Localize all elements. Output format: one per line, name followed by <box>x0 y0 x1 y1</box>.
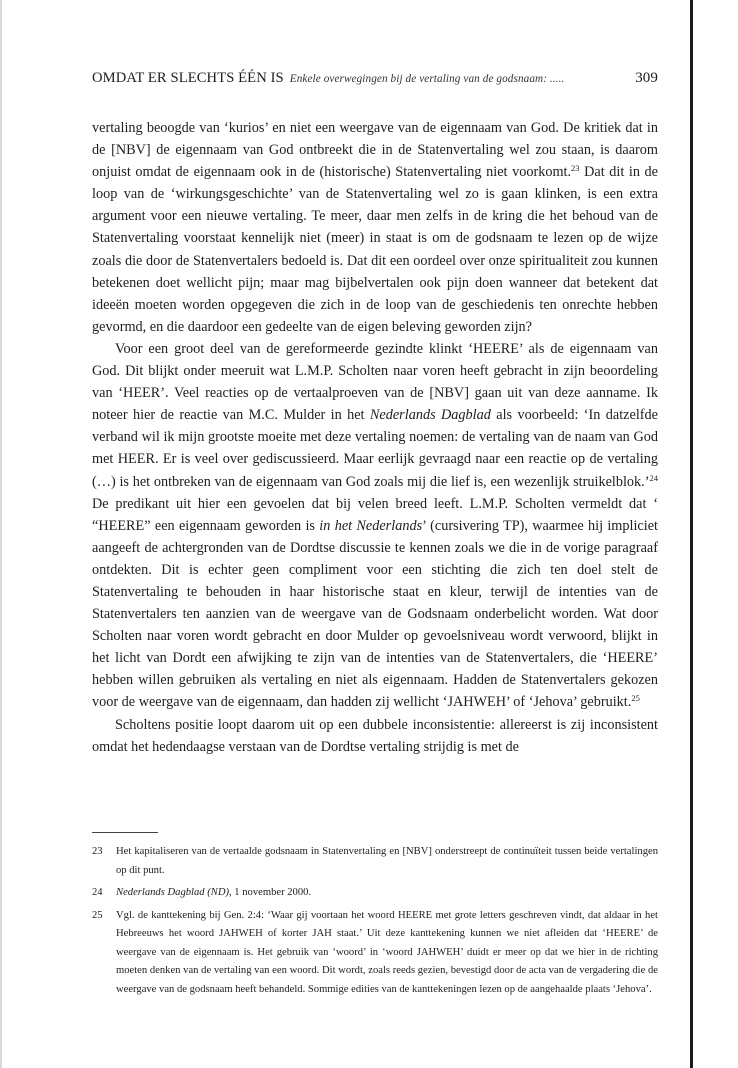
paragraph-text: als voorbeeld: ‘In datzelfde verband wil ik mijn grootste moeite met deze vertaling noemen: de vertaling van de naam van God met HEER. Er is veel over gediscussieerd. Maar eerlijk gevraagd naar een reactie op de vertaling (…) is het ontbreken van de eigennaam van God zoals mij die lief is, een wezenlijk struikelblok.’ <box>92 407 658 490</box>
footnote-item <box>92 843 658 880</box>
italic-text: Nederlands Dagblad <box>369 407 491 424</box>
italic-text: Nederlands Dagblad (ND) <box>116 887 229 898</box>
chapter-subtitle: Enkele overwegingen bij de vertaling van de godsnaam: ..... <box>289 73 565 85</box>
body-text <box>92 117 658 758</box>
page-binding-edge <box>690 0 693 1068</box>
footnote-number: 23 <box>92 846 103 857</box>
footnotes <box>92 843 658 1003</box>
scan-edge <box>0 0 2 1068</box>
footnote-text: , 1 november 2000. <box>229 887 312 898</box>
footnote-number: 24 <box>92 887 103 898</box>
footnote-number: 25 <box>92 909 103 921</box>
footnote-ref[interactable]: 25 <box>631 693 640 704</box>
paragraph <box>92 117 658 338</box>
paragraph <box>92 714 658 758</box>
footnote-item <box>92 884 658 903</box>
paragraph <box>92 338 658 714</box>
footnote-text: Het kapitaliseren van de vertaalde godsnaam in Statenvertaling en [NBV] onderstreept de continuïteit tussen beide vertalingen op dit punt. <box>116 846 658 876</box>
footnote-item <box>92 907 658 1000</box>
paragraph-text: vertaling beoogde van ‘kurios’ en niet een weergave van de eigennaam van God. De kritiek dat in de [NBV] de eigennaam van God ontbreekt die in de Statenvertaling wel zou staan, is daarom onjuist omdat de eigennaam ook in de (historische) Statenvertaling niet voorkomt. <box>92 120 658 181</box>
running-head <box>92 70 658 87</box>
paragraph-text: ’ (cursivering TP), waarmee hij impliciet aangeeft de achtergronden van de Dordtse discussie te kennen zoals we die in de vorige paragraaf ontdekten. Dit is echter geen compliment voor een stichting die zich ten doel stelt de Statenvertaling te behouden in haar historische staat en kleur, terwijl de intenties van de Statenvertalers ten aanzien van de weergave van de Godsnaam onderbelicht worden. Wat door Scholten naar voren wordt gebracht en door Mulder op gevoelsniveau wordt verwoord, blijkt in het licht van Dordt een afwijking te zijn van de intenties van de Statenvertalers, die ‘HEERE’ hebben willen gebruiken als vertaling en niet als eigennaam. Hadden de Statenvertalers gekozen voor de weergave van de eigennaam, dan hadden zij wellicht ‘JAHWEH’ of ‘Jehova’ gebruikt. <box>92 517 659 711</box>
italic-text: in het Nederlands <box>319 517 423 534</box>
footnote-ref[interactable]: 24 <box>649 472 658 483</box>
footnote-text-block <box>116 843 658 880</box>
footnote-ref[interactable]: 23 <box>571 163 580 174</box>
paragraph-text: Dat dit in de loop van de ‘wirkungsgeschichte’ van de Statenvertaling wel zo is gaan klinken, is een extra argument voor een nieuwe vertaling. Te meer, daar men zelfs in de kring die het behoud van de Statenvertaling voorstaat kennelijk niet (meer) in staat is om de godsnaam te lezen op de wijze zoals die door de Statenvertalers bedoeld is. Dat dit een oordeel over onze spiritualiteit zou kunnen betekenen doet wellicht pijn; maar mag bijbelvertalen ook pijn doen wanneer dat betekent dat ideeën moeten worden opgegeven die zich in de loop van de geschiedenis ten onrechte hebben gevormd, en die daardoor een gedeelte van de eigen beleving geworden zijn? <box>92 164 658 335</box>
paragraph-text: Voor een groot deel van de gereformeerde gezindte klinkt ‘HEERE’ als de eigennaam van God. Dit blijkt onder meeruit wat L.M.P. Scholten naar voren heeft gebracht in zijn beoordeling van ‘HEER’. Veel reacties op de vertaalproeven van de [NBV] gaan uit van deze aanname. Ik noteer hier de reactie van M.C. Mulder in het <box>92 340 658 424</box>
footnote-text-block <box>116 907 658 1000</box>
book-page <box>92 70 658 758</box>
footnote-divider <box>92 832 158 833</box>
paragraph-text: De predikant uit hier een gevoelen dat bij velen breed leeft. L.M.P. Scholten vermeldt dat ‘ “HEERE” een eigennaam geworden is <box>92 495 658 534</box>
page-number: 309 <box>635 70 658 86</box>
footnote-text-block <box>116 884 658 903</box>
chapter-title: OMDAT ER SLECHTS ÉÉN IS <box>92 70 284 86</box>
paragraph-text: Scholtens positie loopt daarom uit op een dubbele inconsistentie: allereerst is zij inconsistent omdat het hedendaagse verstaan van de Dordtse vertaling strijdig is met de <box>92 716 658 755</box>
footnote-text: Vgl. de kanttekening bij Gen. 2:4: ‘Waar gij voortaan het woord HEERE met grote letters geschreven vindt, dat aldaar in het Hebreeuws het woord JAHWEH of korter JAH staat.’ Uit deze kanttekening kunnen we niet afleiden dat ‘HEERE’ de weergave van de eigennaam is. Het gebruik van ‘woord’ in ‘woord JAHWEH’ duidt er meer op dat we hier in de richting moeten denken van de vertaling van een woord. Dit wordt, zoals reeds gezien, bevestigd door de acta van de vergadering die de weergave van de godsnaam heeft behandeld. Sommige edities van de kanttekeningen lezen op de aangehaalde plaats ‘Jehova’. <box>116 909 658 995</box>
